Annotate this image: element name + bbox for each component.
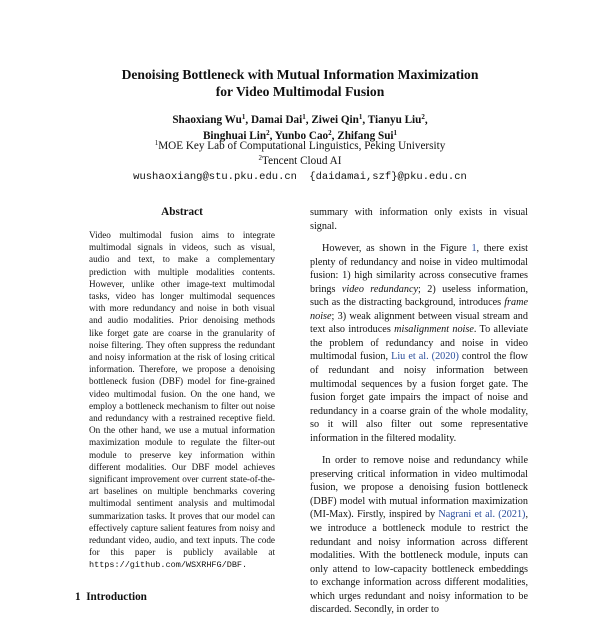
paragraph — [310, 454, 528, 617]
author-affiliation-mark: 1 — [302, 113, 306, 121]
author-name: Tianyu Liu — [367, 114, 422, 126]
author-name: Damai Dai — [250, 114, 303, 126]
code-link[interactable]: https://github.com/WSXRHFG/DBF. — [89, 560, 248, 571]
text-run: . To alleviate the problem of redundancy and noise in video multimodal fusion, — [310, 324, 528, 363]
affiliation-mark: 1 — [154, 139, 159, 147]
section-heading-introduction — [75, 590, 147, 604]
emphasis: misalignment noise — [394, 324, 474, 336]
author-affiliation-mark: 2 — [328, 129, 332, 137]
abstract-text: Video multimodal fusion aims to integrate multimodal signals in videos, such as visual, audio and text, to make a complementary prediction with multiple modalities contents. However, unlike other image-text multimodal tasks, video has longer multimodal sequences with more redundancy and noise in both visual and audio modalities. Prior denoising methods like forget gate are coarse in the granularity of noise filtering. They often suppress the redundant and noisy information at the risk of losing critical information. Therefore, we propose a denoising bottleneck fusion (DBF) model for fine-grained video multimodal fusion. On the one hand, we employ a bottleneck mechanism to filter out noise and redundancy with a restrained receptive field. On the other hand, we use a mutual information maximization module to regulate the filter-out module to preserve key information within different modalities. Our DBF model achieves significant improvement over current state-of-the-art baselines on multiple benchmarks covering multimodal sentiment analysis and multimodal summarization tasks. It proves that our model can effectively capture salient features from noisy and redundant video, audio, and text inputs. The code for this paper is publicly available at — [89, 230, 275, 558]
author-line-1 — [0, 112, 600, 128]
figure-reference[interactable]: 1 — [471, 243, 477, 255]
emphasis: frame noise — [310, 297, 528, 322]
author-affiliation-mark: 1 — [241, 113, 246, 121]
author-affiliation-mark: 2 — [421, 113, 425, 121]
email-1[interactable]: wushaoxiang@stu.pku.edu.cn — [133, 171, 297, 183]
text-run: control the flow of redundant and noisy information between multimodal sequences by a fusion forget gate. The fusion forget gate impairs the impact of noise and redundancy in a coarse grain of the whole modality, so it will also filter out some representative information in the filtered modality. — [310, 351, 528, 444]
author-affiliation-mark: 1 — [393, 129, 398, 137]
title-line-2: for Video Multimodal Fusion — [215, 84, 385, 99]
author-name: Shaoxiang Wu — [172, 114, 242, 126]
author-name: Yunbo Cao — [274, 130, 329, 142]
paragraph — [310, 242, 528, 445]
abstract-heading: Abstract — [161, 206, 203, 218]
author-name: Zhifang Sui — [337, 130, 394, 142]
affiliations — [0, 139, 600, 169]
author-affiliation-mark: 1 — [358, 113, 363, 121]
text-run: ; 2) useless information, such as the distracting background, introduces — [310, 283, 529, 309]
abstract-body — [89, 229, 275, 572]
emphasis: video redundancy — [341, 283, 419, 295]
title-line-1: Denoising Bottleneck with Mutual Information Maximization — [121, 67, 479, 82]
text-run: However, as shown in the Figure — [322, 243, 472, 255]
author-affiliation-mark: 2 — [266, 129, 270, 137]
author-name: Binghuai Lin — [202, 130, 267, 142]
right-column — [310, 206, 528, 626]
affiliation-name: MOE Key Lab of Computational Linguistics, Peking University — [158, 140, 446, 152]
author-name: Ziwei Qin — [311, 114, 359, 126]
author-separator: , — [245, 114, 251, 126]
affiliation-1 — [0, 139, 600, 154]
affiliation-2 — [0, 154, 600, 169]
author-emails — [0, 170, 600, 184]
text-run: ; 3) weak alignment between visual stream and text also introduces — [310, 310, 528, 336]
author-separator: , — [362, 114, 368, 126]
paragraph: summary with information only exists in visual signal. — [310, 207, 528, 232]
citation-link[interactable]: Nagrani et al. (2021) — [438, 509, 526, 521]
email-2[interactable]: {daidamai,szf}@pku.edu.cn — [309, 171, 467, 183]
citation-link[interactable]: Liu et al. (2020) — [391, 351, 459, 363]
author-separator: , — [269, 130, 275, 142]
section-number: 1 — [75, 591, 81, 603]
text-run: , we introduce a bottleneck module to restrict the redundant and noisy information across different modalities. With the bottleneck module, inputs can only attend to low-capacity bottleneck embeddings to exchange information across different modalities, which urges redundant and noisy information to be discarded. Secondly, in order to — [310, 509, 528, 616]
text-run: In order to remove noise and redundancy while preserving critical information in video multimodal fusion, we propose a denoising fusion bottleneck (DBF) model with mutual information maximization (MI-Max). Firstly, inspired by — [310, 455, 528, 521]
author-separator: , — [424, 114, 428, 126]
affiliation-name: Tencent Cloud AI — [262, 155, 342, 167]
section-title: Introduction — [86, 591, 147, 603]
author-separator: , — [305, 114, 312, 126]
author-separator: , — [331, 130, 338, 142]
paper-title — [0, 66, 600, 100]
text-run: , there exist plenty of redundancy and noise in video multimodal fusion: 1) high similarity across consecutive frames brings — [310, 243, 528, 295]
affiliation-mark: 2 — [258, 154, 263, 162]
